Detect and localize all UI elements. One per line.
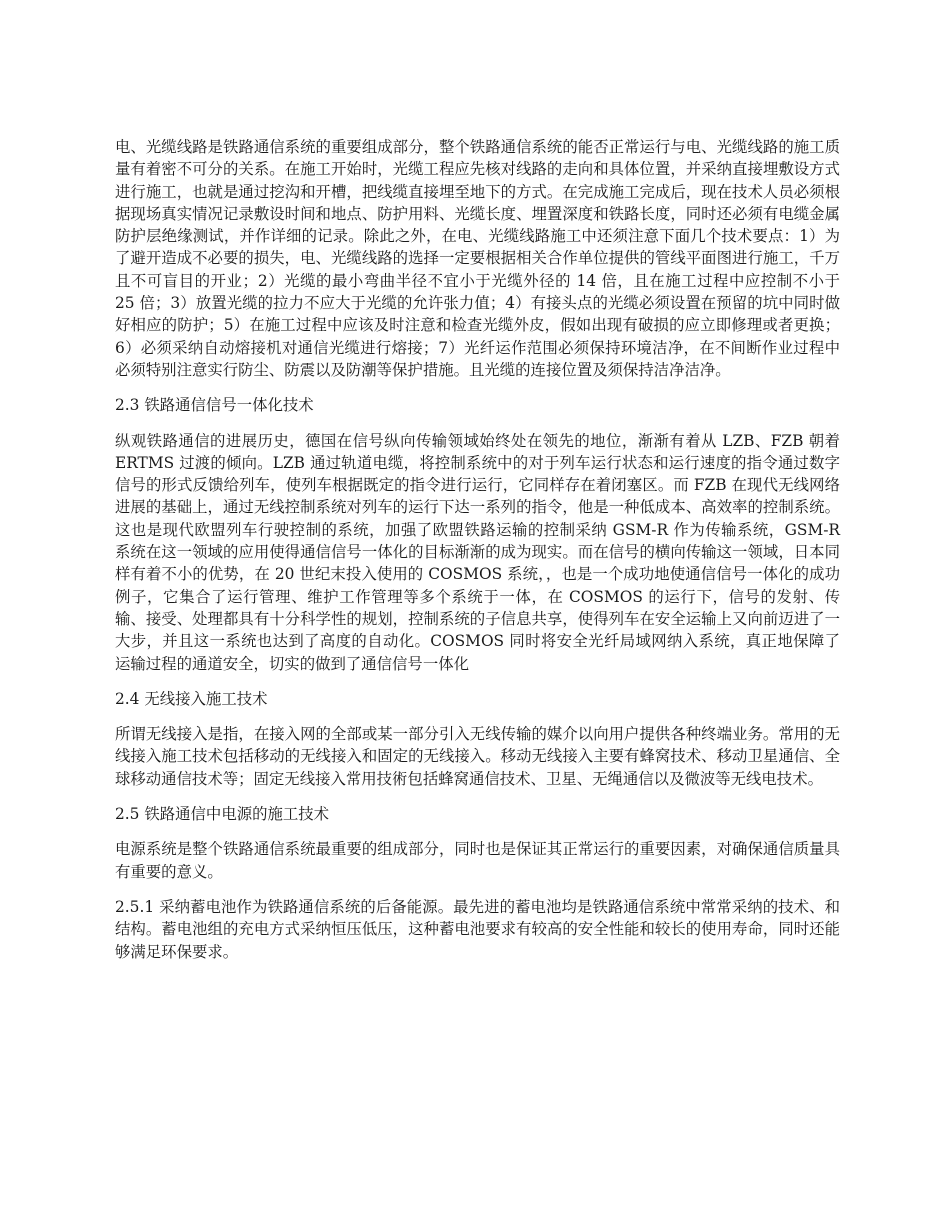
document-body [115,136,840,976]
section-heading-2-3: 2.3 铁路通信信号一体化技术 [115,396,314,415]
section-heading-2-5: 2.5 铁路通信中电源的施工技术 [115,805,330,824]
paragraph-cable-construction: 电、光缆线路是铁路通信系统的重要组成部分，整个铁路通信系统的能否正常运行与电、光缆线路的施工质量有着密不可分的关系。在施工开始时，光缆工程应先核对线路的走向和具体位置，并采纳直接埋敷设方式进行施工，也就是通过挖沟和开槽，把线缆直接埋至地下的方式。在完成施工完成后，现在技术人员必须根据现场真实情况记录敷设时间和地点、防护用料、光缆长度、埋置深度和铁路长度，同时还必须有电缆金属防护层绝缘测试，并作详细的记录。除此之外，在电、光缆线路施工中还须注意下面几个技术要点：1）为了避开造成不必要的损失，电、光缆线路的选择一定要根据相关合作单位提供的管线平面图进行施工，千万且不可盲目的开业；2）光缆的最小弯曲半径不宜小于光缆外径的 14 倍，且在施工过程中应控制不小于 25 倍；3）放置光缆的拉力不应大于光缆的允许张力值；4）有接头点的光缆必须设置在预留的坑中同时做好相应的防护；5）在施工过程中应该及时注意和检查光缆外皮，假如出现有破损的应立即修理或者更换；6）必须采纳自动熔接机对通信光缆进行熔接；7）光纤运作范围必须保持环境洁净，在不间断作业过程中必须特别注意实行防尘、防震以及防潮等保护措施。且光缆的连接位置及须保持洁净洁净。 [115,138,840,379]
paragraph-signal-integration: 纵观铁路通信的进展历史，德国在信号纵向传输领域始终处在领先的地位，渐渐有着从 LZB、FZB 朝着 ERTMS 过渡的倾向。LZB 通过轨道电缆，将控制系统中的对于列车运行状态和运行速度的指令通过数字信号的形式反馈给列车，使列车根据既定的指令进行运行，它同样存在着闭塞区。而 FZB 在现代无线网络进展的基础上，通过无线控制系统对列车的运行下达一系列的指令，他是一种低成本、高效率的控制系统。这也是现代欧盟列车行驶控制的系统，加强了欧盟铁路运输的控制采纳 GSM-R 作为传输系统，GSM-R 系统在这一领域的应用使得通信信号一体化的目标渐渐的成为现实。而在信号的横向传输这一领域，日本同样有着不小的优势，在 20 世纪末投入使用的 COSMOS 系统，，也是一个成功地使通信信号一体化的成功例子，它集合了运行管理、维护工作管理等多个系统于一体，在 COSMOS 的运行下，信号的发射、传输、接受、处理都具有十分科学性的规划，控制系统的子信息共享，使得列车在安全运输上又向前迈进了一大步，并且这一系统也达到了高度的自动化。COSMOS 同时将安全光纤局域网纳入系统，真正地保障了运输过程的通道安全，切实的做到了通信信号一体化 [115,431,840,673]
paragraph-power-system: 电源系统是整个铁路通信系统最重要的组成部分，同时也是保证其正常运行的重要因素，对确保通信质量具有重要的意义。 [115,840,840,881]
section-heading-2-4: 2.4 无线接入施工技术 [115,689,268,708]
paragraph-wireless-access: 所谓无线接入是指，在接入网的全部或某一部分引入无线传输的媒介以向用户提供各种终端业务。常用的无线接入施工技术包括移动的无线接入和固定的无线接入。移动无线接入主要有蜂窝技术、移动卫星通信、全球移动通信技术等；固定无线接入常用技術包括蜂窝通信技术、卫星、无绳通信以及微波等无线电技术。 [115,725,840,788]
paragraph-battery-backup: 2.5.1 采纳蓄电池作为铁路通信系统的后备能源。最先进的蓄电池均是铁路通信系统中常常采纳的技术、和结构。蓄电池组的充电方式采纳恒压低压，这种蓄电池要求有较高的安全性能和较长的使用寿命，同时还能够满足环保要求。 [115,897,840,961]
